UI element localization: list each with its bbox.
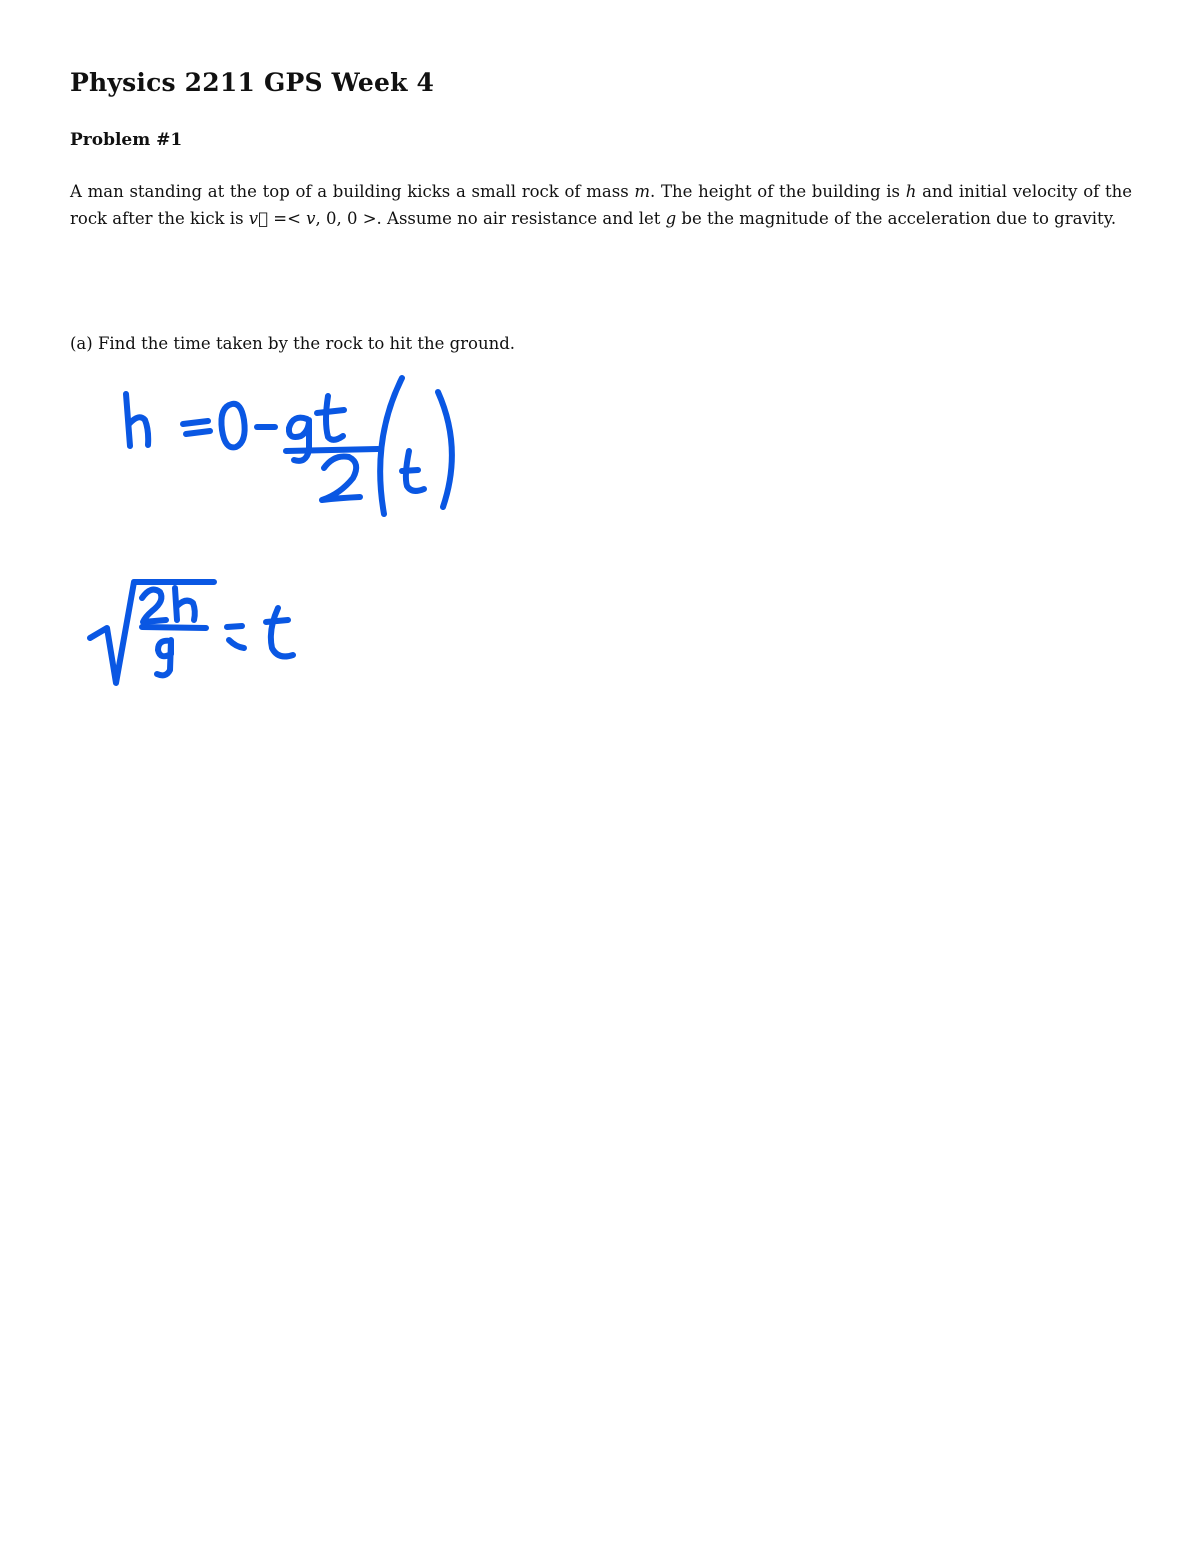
handwritten-equation-1 bbox=[126, 378, 452, 514]
math-var-h: h bbox=[905, 182, 917, 201]
math-var-v: v bbox=[306, 209, 316, 228]
page-title: Physics 2211 GPS Week 4 bbox=[70, 68, 435, 97]
statement-text: , 0, 0 >. Assume no air resistance and let bbox=[315, 209, 666, 228]
handwritten-equation-2 bbox=[90, 582, 293, 683]
problem-label: Problem #1 bbox=[70, 130, 183, 150]
statement-text: . The height of the building is bbox=[650, 182, 906, 201]
statement-text: and initial velocity of the rock after the kick is bbox=[70, 182, 1132, 228]
math-var-g: g bbox=[665, 209, 677, 228]
statement-text: be the magnitude of the acceleration due to gravity. bbox=[676, 209, 1117, 228]
problem-statement bbox=[70, 178, 1132, 232]
math-var-m: m bbox=[634, 182, 651, 201]
part-a-question: (a) Find the time taken by the rock to hit the ground. bbox=[70, 334, 516, 353]
statement-text: =< bbox=[268, 209, 307, 228]
statement-text: A man standing at the top of a building kicks a small rock of mass bbox=[70, 182, 635, 201]
math-vector-v: v⃗ bbox=[248, 209, 269, 228]
